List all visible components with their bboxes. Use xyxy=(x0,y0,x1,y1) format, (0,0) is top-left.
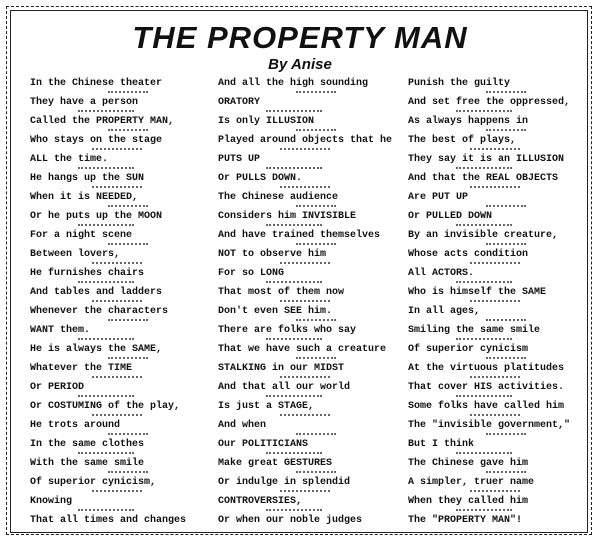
dotted-separator xyxy=(92,414,142,420)
dotted-separator xyxy=(78,509,134,515)
poem-line-text: Or PULLS DOWN. xyxy=(218,173,303,184)
poem-line-text: And have trained themselves xyxy=(218,230,381,241)
dotted-separator xyxy=(280,376,330,382)
poem-line-text: Smiling the same smile xyxy=(408,325,541,336)
poem-line-text: In the same clothes xyxy=(30,439,145,450)
dotted-separator xyxy=(470,148,520,154)
poem-line-text: NOT to observe him xyxy=(218,249,327,260)
poem-line-text: All ACTORS. xyxy=(408,268,475,279)
dotted-separator xyxy=(296,357,336,363)
poem-line-text: Or PULLED DOWN xyxy=(408,211,493,222)
poem-line-text: CONTROVERSIES, xyxy=(218,496,303,507)
poem-line-text: And set free the oppressed, xyxy=(408,97,571,108)
poem-line-text: Who is himself the SAME xyxy=(408,287,547,298)
dotted-separator xyxy=(486,471,526,477)
dotted-separator xyxy=(470,262,520,268)
dotted-separator xyxy=(108,91,148,97)
poem-line-text: The best of plays, xyxy=(408,135,517,146)
dotted-separator xyxy=(486,243,526,249)
poem-line-text: In the Chinese theater xyxy=(30,78,163,89)
poem-line-text: That all times and changes xyxy=(30,515,187,526)
dotted-separator xyxy=(266,224,322,230)
dotted-separator xyxy=(296,319,336,325)
dotted-separator xyxy=(486,357,526,363)
poem-line-text: The Chinese audience xyxy=(218,192,339,203)
dotted-separator xyxy=(78,224,134,230)
poem-line-text: By an invisible creature, xyxy=(408,230,559,241)
dotted-separator xyxy=(470,186,520,192)
dotted-separator xyxy=(92,490,142,496)
dotted-separator xyxy=(108,243,148,249)
poem-line-text: And that all our world xyxy=(218,382,351,393)
dotted-separator xyxy=(456,452,512,458)
poem-line-text: When it is NEEDED, xyxy=(30,192,139,203)
dotted-separator xyxy=(296,129,336,135)
dotted-separator xyxy=(456,509,512,515)
dotted-separator xyxy=(456,167,512,173)
dotted-separator xyxy=(456,395,512,401)
poem-line-text: At the virtuous platitudes xyxy=(408,363,565,374)
poem-line-text: That cover HIS activities. xyxy=(408,382,565,393)
poem-line-text: And all the high sounding xyxy=(218,78,369,89)
dotted-separator xyxy=(266,110,322,116)
dotted-separator xyxy=(280,490,330,496)
dotted-separator xyxy=(280,148,330,154)
poem-line-text: In all ages, xyxy=(408,306,481,317)
dotted-separator xyxy=(266,509,322,515)
poem-line-text: WANT them. xyxy=(30,325,91,336)
poem-line-text: Punish the guilty xyxy=(408,78,511,89)
poem-line-text: There are folks who say xyxy=(218,325,357,336)
poem-line-text: The "invisible government," xyxy=(408,420,571,431)
poem-line-text: He is always the SAME, xyxy=(30,344,163,355)
poem-line-text: ORATORY xyxy=(218,97,261,108)
dotted-separator xyxy=(456,281,512,287)
poem-line-text: Or PERIOD xyxy=(30,382,85,393)
poem-line-text: Our POLITICIANS xyxy=(218,439,309,450)
dotted-separator xyxy=(456,110,512,116)
poem-line-text: He hangs up the SUN xyxy=(30,173,145,184)
poem-line-text: Whenever the characters xyxy=(30,306,169,317)
poem-line-text: STALKING in our MIDST xyxy=(218,363,345,374)
dotted-separator xyxy=(280,262,330,268)
poem-line-text: They have a person xyxy=(30,97,139,108)
poem-line-text: Some folks have called him xyxy=(408,401,565,412)
poem-line-text: When they called him xyxy=(408,496,529,507)
dotted-separator xyxy=(470,300,520,306)
poem-line-text: They say it is an ILLUSION xyxy=(408,154,565,165)
dotted-separator xyxy=(108,357,148,363)
dotted-separator xyxy=(486,129,526,135)
dotted-separator xyxy=(266,281,322,287)
poem-line-text: Or when our noble judges xyxy=(218,515,363,526)
poem-line-text: And tables and ladders xyxy=(30,287,163,298)
poem-line-text: The Chinese gave him xyxy=(408,458,529,469)
poem-line-text: For a night scene xyxy=(30,230,133,241)
poem-line-text: Are PUT UP xyxy=(408,192,469,203)
poem-line-text: He trots around xyxy=(30,420,121,431)
poem-column-1 xyxy=(30,74,215,530)
poem-line-text: For so LONG xyxy=(218,268,285,279)
poem-line-text: Of superior cynicism xyxy=(408,344,529,355)
poem-column-2 xyxy=(218,74,406,530)
dotted-separator xyxy=(108,471,148,477)
dotted-separator xyxy=(78,452,134,458)
poem-line xyxy=(218,511,406,530)
dotted-separator xyxy=(296,91,336,97)
dotted-separator xyxy=(108,433,148,439)
dotted-separator xyxy=(108,319,148,325)
dotted-separator xyxy=(92,262,142,268)
poem-title: THE PROPERTY MAN xyxy=(132,20,468,55)
poem-line-text: And when xyxy=(218,420,267,431)
poem-line-text: The "PROPERTY MAN"! xyxy=(408,515,523,526)
dotted-separator xyxy=(456,338,512,344)
poem-line xyxy=(30,511,215,530)
poem-line-text: As always happens in xyxy=(408,116,529,127)
poem-line-text: With the same smile xyxy=(30,458,145,469)
dotted-separator xyxy=(78,281,134,287)
poem-line-text: Or indulge in splendid xyxy=(218,477,351,488)
poem-line-text: Considers him INVISIBLE xyxy=(218,211,357,222)
dotted-separator xyxy=(78,338,134,344)
poem-line-text: Is just a STAGE, xyxy=(218,401,315,412)
poem-line-text: That we have such a creature xyxy=(218,344,387,355)
dotted-separator xyxy=(296,205,336,211)
dotted-separator xyxy=(470,490,520,496)
poem-line-text: But I think xyxy=(408,439,475,450)
dotted-separator xyxy=(108,129,148,135)
poem-line-text: Whose acts condition xyxy=(408,249,529,260)
dotted-separator xyxy=(78,395,134,401)
poem-column-3 xyxy=(408,74,588,530)
poem-line-text: Knowing xyxy=(30,496,73,507)
dotted-separator xyxy=(266,167,322,173)
dotted-separator xyxy=(486,205,526,211)
poem-line-text: ALL the time. xyxy=(30,154,109,165)
dotted-separator xyxy=(296,243,336,249)
dotted-separator xyxy=(486,319,526,325)
dotted-separator xyxy=(296,471,336,477)
poem-line-text: Whatever the TIME xyxy=(30,363,133,374)
dotted-separator xyxy=(78,167,134,173)
dotted-separator xyxy=(470,414,520,420)
poem-line xyxy=(408,511,588,530)
dotted-separator xyxy=(78,110,134,116)
poem-line-text: A simpler, truer name xyxy=(408,477,535,488)
poem-line-text: That most of them now xyxy=(218,287,345,298)
poem-line-text: Between lovers, xyxy=(30,249,121,260)
dotted-separator xyxy=(280,186,330,192)
dotted-separator xyxy=(266,338,322,344)
poem-line-text: Don't even SEE him. xyxy=(218,306,333,317)
dotted-separator xyxy=(266,395,322,401)
dotted-separator xyxy=(92,376,142,382)
poem-byline: By Anise xyxy=(268,56,332,73)
dotted-separator xyxy=(456,224,512,230)
poem-line-text: Is only ILLUSION xyxy=(218,116,315,127)
dotted-separator xyxy=(280,300,330,306)
dotted-separator xyxy=(266,452,322,458)
dotted-separator xyxy=(92,300,142,306)
dotted-separator xyxy=(296,433,336,439)
poem-line-text: Who stays on the stage xyxy=(30,135,163,146)
dotted-separator xyxy=(486,91,526,97)
dotted-separator xyxy=(108,205,148,211)
dotted-separator xyxy=(470,376,520,382)
dotted-separator xyxy=(280,414,330,420)
poem-line-text: He furnishes chairs xyxy=(30,268,145,279)
poem-line-text: Or COSTUMING of the play, xyxy=(30,401,181,412)
poem-line-text: PUTS UP xyxy=(218,154,261,165)
poem-line-text: And that the REAL OBJECTS xyxy=(408,173,559,184)
poem-line-text: Called the PROPERTY MAN, xyxy=(30,116,175,127)
dotted-separator xyxy=(486,433,526,439)
poem-line-text: Of superior cynicism, xyxy=(30,477,157,488)
dotted-separator xyxy=(92,186,142,192)
poem-line-text: Or he puts up the MOON xyxy=(30,211,163,222)
dotted-separator xyxy=(92,148,142,154)
poem-line-text: Played around objects that he xyxy=(218,135,393,146)
poem-line-text: Make great GESTURES xyxy=(218,458,333,469)
